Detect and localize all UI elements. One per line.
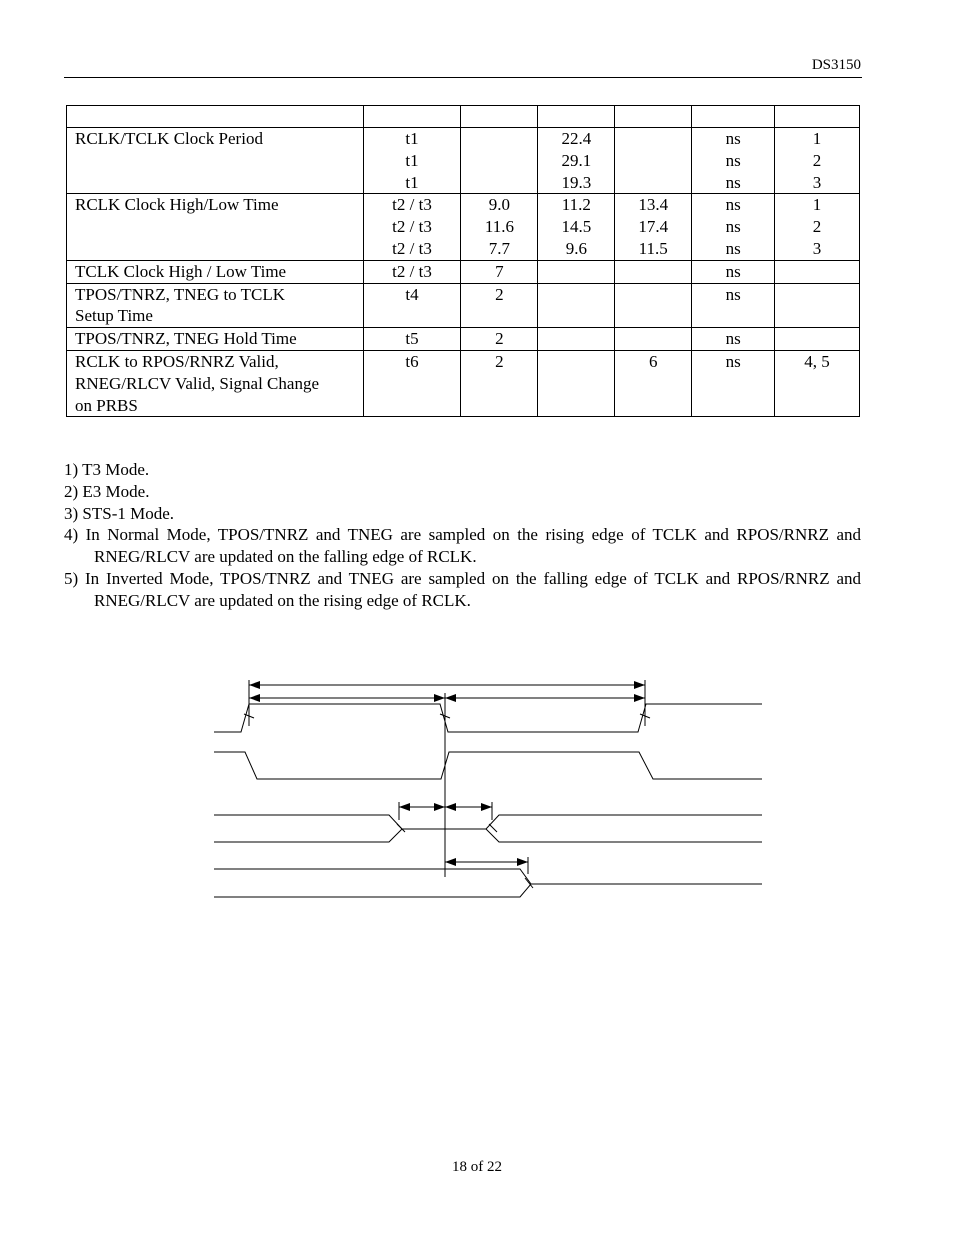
inverted-clock-waveform	[214, 752, 762, 779]
row-units-cell	[692, 194, 775, 260]
header-cell-typ	[538, 106, 615, 128]
row-notes-cell	[775, 350, 860, 416]
output-bus-top	[214, 869, 762, 884]
row-parameter-cell	[67, 194, 364, 260]
row-min-cell	[461, 194, 538, 260]
row-symbol-value: t2 / t3	[392, 261, 432, 281]
row-min-value: 11.6	[484, 217, 514, 237]
row-symbol-cell	[363, 128, 461, 194]
row-notes-value: 1	[812, 195, 822, 215]
row-min-value: 2	[495, 284, 504, 304]
output-bus-bottom	[214, 884, 762, 897]
row-units-value: ns	[725, 261, 741, 281]
row-max-value: 13.4	[638, 195, 669, 215]
row-typ-cell	[538, 194, 615, 260]
table-row	[67, 350, 860, 416]
header-cell-min	[461, 106, 538, 128]
ac-characteristics-table	[66, 105, 860, 417]
note-item: 4) In Normal Mode, TPOS/TNRZ and TNEG are sampled on the rising edge of TCLK and RPOS/RNRZ and RNEG/RLCV are updated on the falling edge of RCLK.	[64, 525, 861, 567]
row-max-cell	[615, 350, 692, 416]
row-min-cell	[461, 128, 538, 194]
row-min-value: 2	[495, 329, 504, 349]
row-units-cell	[692, 328, 775, 351]
row-parameter-value: TPOS/TNRZ, TNEG to TCLK	[75, 284, 285, 304]
row-units-value: ns	[725, 129, 741, 148]
page-number: 18 of 22	[452, 1159, 502, 1175]
timing-diagram	[200, 668, 770, 908]
row-symbol-value: t2 / t3	[392, 217, 432, 237]
row-typ-value: 22.4	[561, 129, 592, 148]
row-units-value: ns	[725, 284, 741, 304]
row-notes-value: 3	[812, 238, 822, 258]
row-units-value: ns	[725, 195, 741, 215]
table-row	[67, 260, 860, 283]
row-notes-value: 2	[812, 150, 822, 170]
notes-list	[64, 459, 861, 612]
row-parameter-value: Setup Time	[75, 306, 153, 326]
row-symbol-value: t2 / t3	[392, 238, 432, 258]
row-max-cell	[615, 328, 692, 351]
row-units-value: ns	[725, 217, 741, 237]
row-symbol-value: t1	[405, 150, 419, 170]
row-symbol-value: t1	[405, 172, 419, 192]
row-notes-cell	[775, 194, 860, 260]
row-max-cell	[615, 260, 692, 283]
row-notes-value: 3	[812, 172, 822, 192]
row-min-cell	[461, 260, 538, 283]
header-cell-notes	[775, 106, 860, 128]
row-notes-cell	[775, 283, 860, 328]
data-bus-top	[214, 815, 762, 829]
note-item: 3) STS-1 Mode.	[64, 503, 175, 523]
row-symbol-value: t4	[405, 284, 419, 304]
row-notes-value: 1	[812, 129, 822, 148]
note-item: 5) In Inverted Mode, TPOS/TNRZ and TNEG are sampled on the falling edge of TCLK and RPOS/RNRZ and RNEG/RLCV are updated on the rising edge of RCLK.	[64, 568, 861, 610]
header-cell-max	[615, 106, 692, 128]
row-units-cell	[692, 350, 775, 416]
row-units-cell	[692, 128, 775, 194]
header-cell-units	[692, 106, 775, 128]
row-typ-cell	[538, 328, 615, 351]
row-notes-cell	[775, 260, 860, 283]
row-parameter-cell	[67, 128, 364, 194]
clock-waveform	[214, 704, 762, 732]
row-typ-value: 29.1	[561, 150, 592, 170]
row-symbol-cell	[363, 350, 461, 416]
row-parameter-cell	[67, 350, 364, 416]
row-typ-cell	[538, 128, 615, 194]
row-typ-cell	[538, 283, 615, 328]
row-symbol-cell	[363, 283, 461, 328]
header-cell-parameter	[67, 106, 364, 128]
row-min-value: 9.0	[488, 195, 511, 215]
row-units-value: ns	[725, 329, 741, 349]
row-symbol-cell	[363, 328, 461, 351]
row-symbol-value: t2 / t3	[392, 195, 432, 215]
row-parameter-value: RCLK Clock High/Low Time	[75, 195, 279, 215]
row-symbol-cell	[363, 194, 461, 260]
row-typ-value: 19.3	[561, 172, 592, 192]
row-parameter-value: on PRBS	[75, 395, 138, 415]
row-parameter-cell	[67, 260, 364, 283]
table-row	[67, 128, 860, 194]
row-parameter-value: RNEG/RLCV Valid, Signal Change	[75, 373, 319, 393]
row-parameter-value: TPOS/TNRZ, TNEG Hold Time	[75, 329, 297, 349]
row-notes-cell	[775, 128, 860, 194]
row-units-value: ns	[725, 172, 741, 192]
row-max-cell	[615, 194, 692, 260]
row-max-value: 6	[648, 351, 658, 371]
row-min-cell	[461, 283, 538, 328]
row-typ-value: 14.5	[561, 217, 592, 237]
row-typ-cell	[538, 350, 615, 416]
table-header-row	[67, 106, 860, 128]
document-code: DS3150	[811, 57, 861, 73]
table-row	[67, 283, 860, 328]
row-parameter-value: TCLK Clock High / Low Time	[75, 261, 287, 281]
row-units-cell	[692, 260, 775, 283]
row-min-value: 7.7	[488, 238, 511, 258]
row-parameter-cell	[67, 328, 364, 351]
row-notes-cell	[775, 328, 860, 351]
row-min-cell	[461, 350, 538, 416]
row-max-cell	[615, 128, 692, 194]
row-max-value: 17.4	[638, 217, 669, 237]
row-symbol-value: t1	[405, 129, 419, 148]
row-symbol-value: t5	[405, 329, 419, 349]
row-max-cell	[615, 283, 692, 328]
note-item: 2) E3 Mode.	[64, 481, 150, 501]
row-units-cell	[692, 283, 775, 328]
data-bus-bottom	[214, 829, 762, 842]
note-item: 1) T3 Mode.	[64, 460, 150, 479]
row-parameter-cell	[67, 283, 364, 328]
row-typ-value: 9.6	[565, 238, 587, 258]
table-row	[67, 194, 860, 260]
row-max-value: 11.5	[638, 238, 668, 258]
row-notes-value: 4, 5	[804, 351, 830, 371]
row-parameter-value: RCLK/TCLK Clock Period	[75, 129, 263, 148]
header-cell-symbol	[363, 106, 461, 128]
row-min-value: 2	[495, 351, 504, 371]
row-parameter-value: RCLK to RPOS/RNRZ Valid,	[75, 351, 279, 371]
row-units-value: ns	[725, 150, 741, 170]
row-min-cell	[461, 328, 538, 351]
row-notes-value: 2	[812, 217, 822, 237]
row-symbol-value: t6	[405, 351, 419, 371]
row-typ-value: 11.2	[561, 195, 591, 215]
row-symbol-cell	[363, 260, 461, 283]
header-divider	[64, 77, 862, 78]
row-units-value: ns	[725, 351, 741, 371]
row-typ-cell	[538, 260, 615, 283]
row-units-value: ns	[725, 238, 741, 258]
row-min-value: 7	[495, 261, 504, 281]
table-row	[67, 328, 860, 351]
